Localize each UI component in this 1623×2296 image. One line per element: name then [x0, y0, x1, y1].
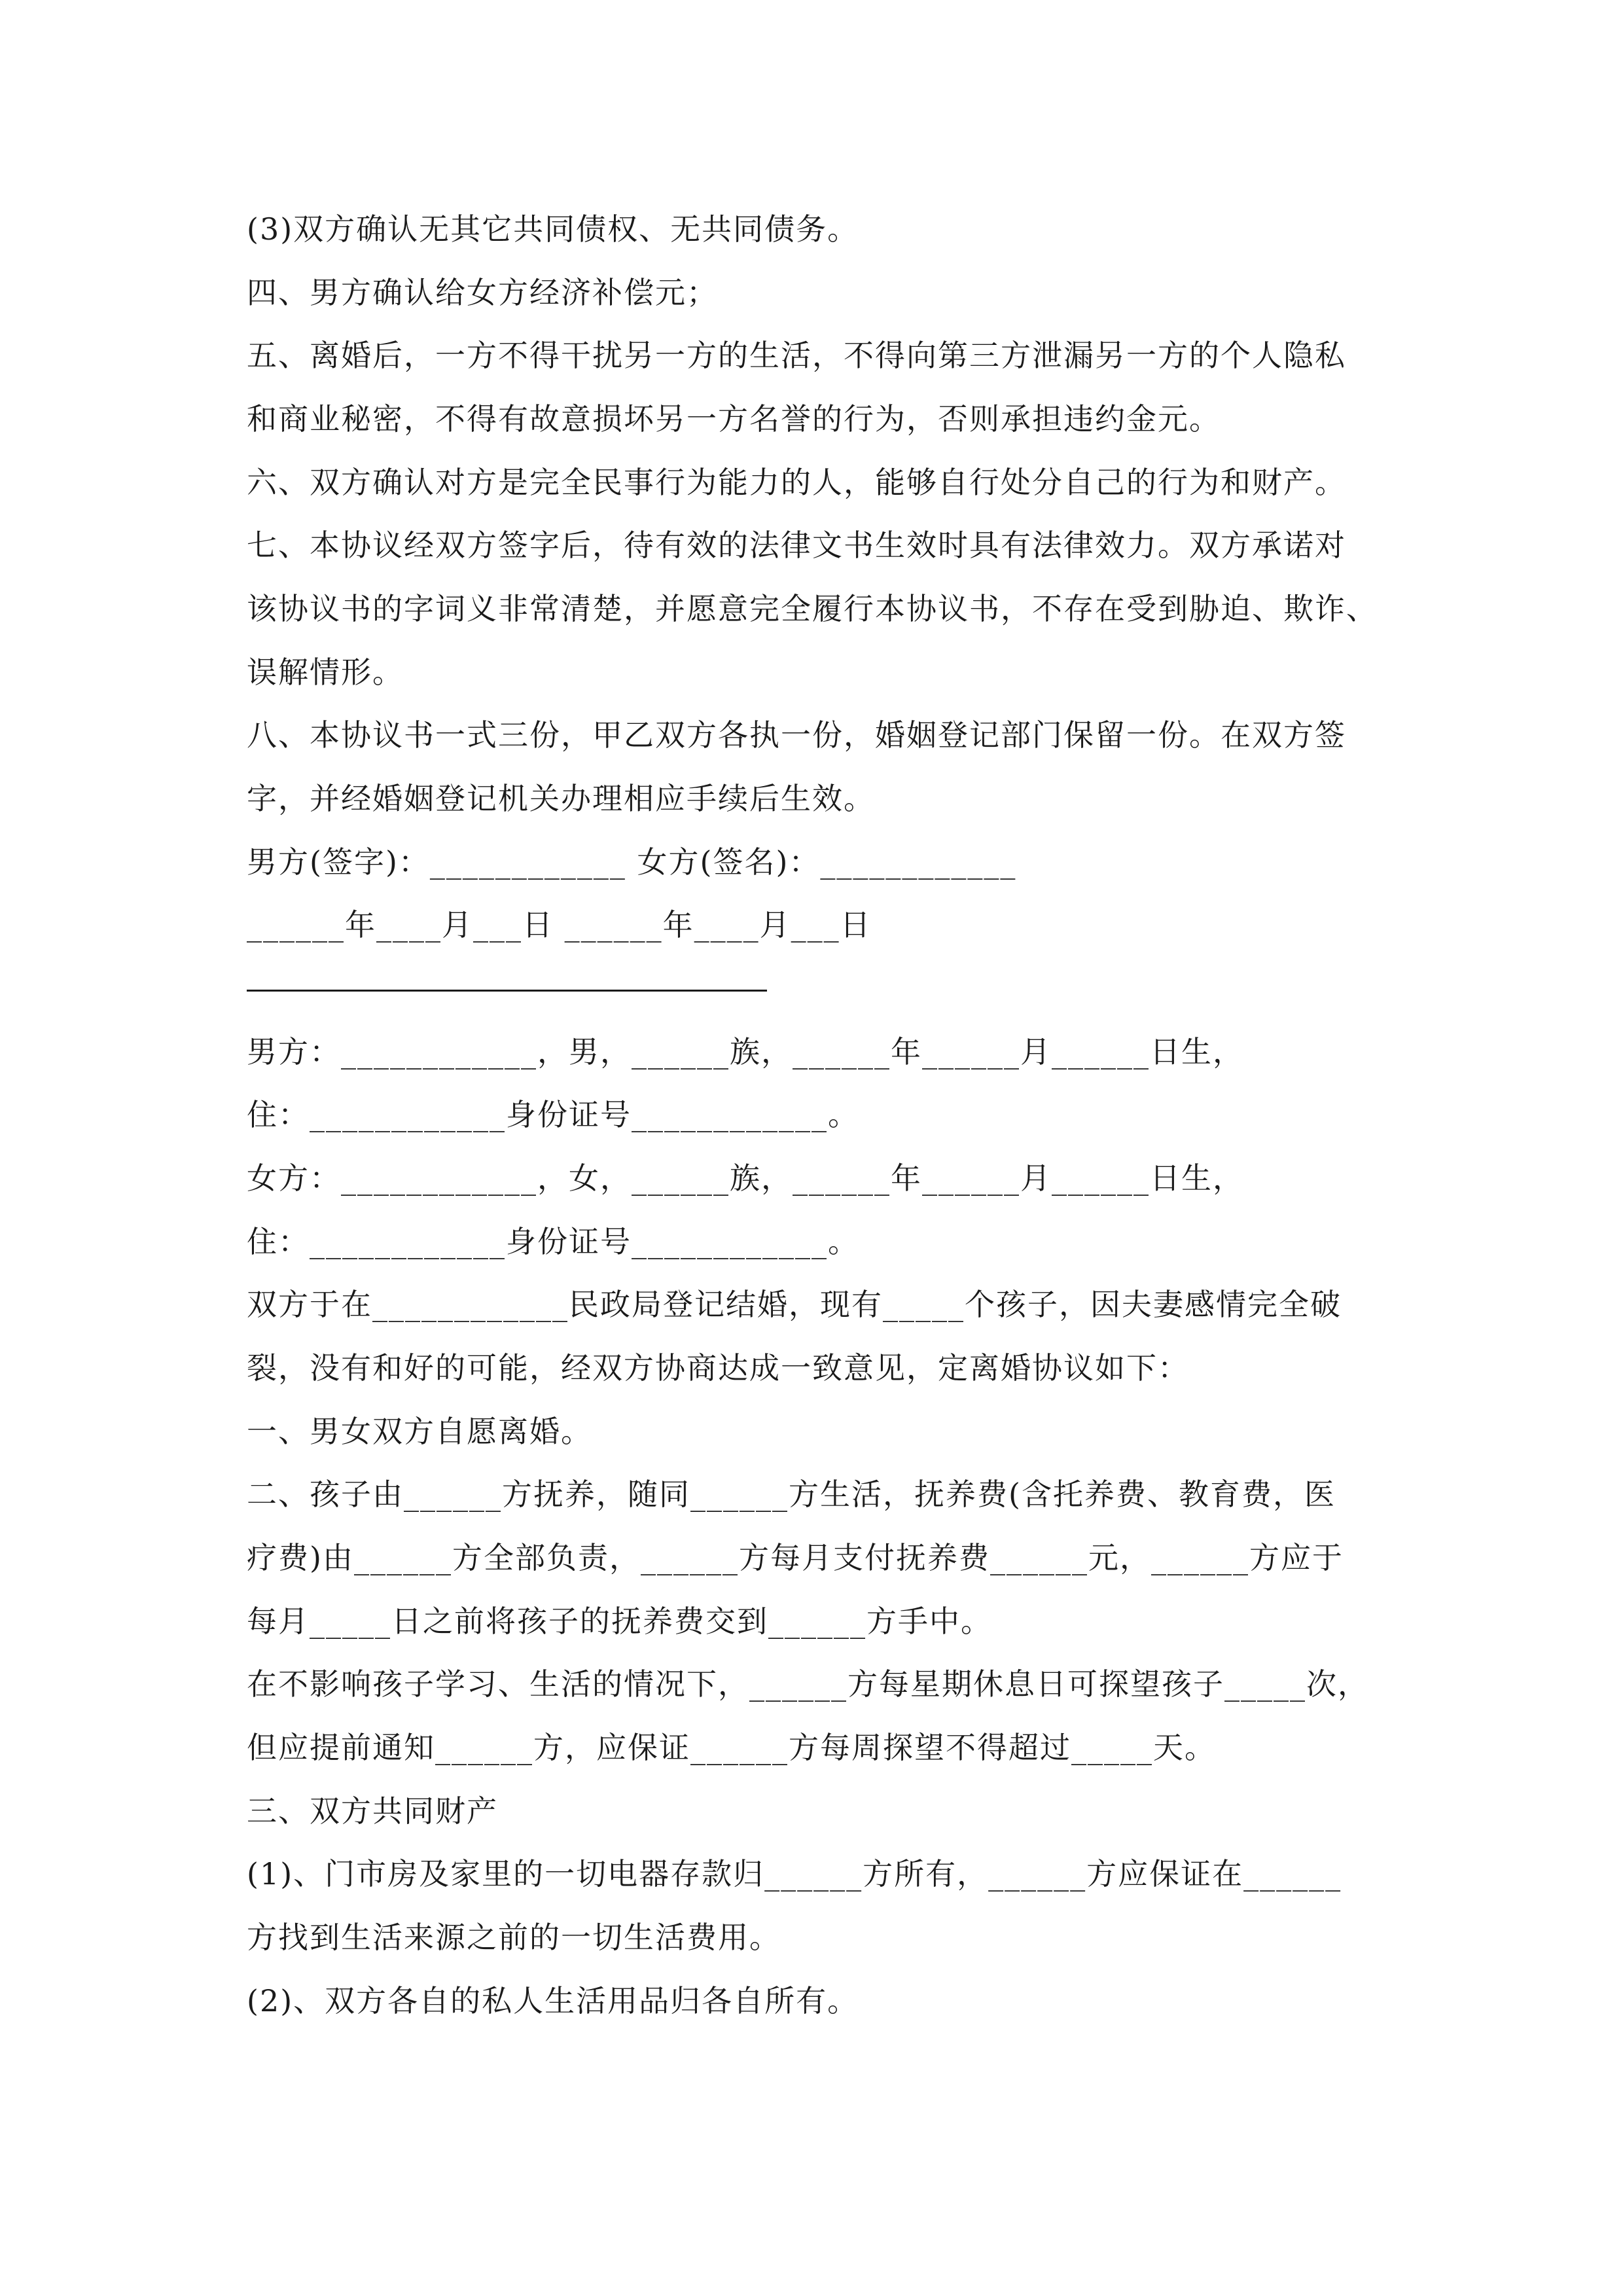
clause-5-line-1: 五、离婚后，一方不得干扰另一方的生活，不得向第三方泄漏另一方的个人隐私: [247, 338, 1346, 373]
clause-3-heading: 三、双方共同财产: [247, 1793, 498, 1829]
clause-2-line-3: 每月_____日之前将孩子的抚养费交到______方手中。: [247, 1604, 992, 1639]
signature-line: 男方(签字)：____________ 女方(签名)：____________: [247, 844, 1017, 880]
clause-3-1-line-2: 方找到生活来源之前的一切生活费用。: [247, 1920, 781, 1955]
male-party-address: 住：____________身份证号____________。: [247, 1097, 859, 1132]
clause-8-line-1: 八、本协议书一式三份，甲乙双方各执一份，婚姻登记部门保留一份。在双方签: [247, 717, 1346, 753]
female-party-info: 女方：____________，女，______族，______年______月______日生，: [247, 1160, 1244, 1196]
clause-2-line-1: 二、孩子由______方抚养，随同______方生活，抚养费(含托养费、教育费，医: [247, 1477, 1336, 1512]
clause-2-line-2: 疗费)由______方全部负责，______方每月支付抚养费______元，______方应于: [247, 1540, 1344, 1575]
male-party-info: 男方：____________，男，______族，______年______月______日生，: [247, 1034, 1244, 1069]
clause-8-line-2: 字，并经婚姻登记机关办理相应手续后生效。: [247, 781, 875, 816]
visitation-line-1: 在不影响孩子学习、生活的情况下，______方每星期休息日可探望孩子_____次，: [247, 1666, 1369, 1702]
clause-4: 四、男方确认给女方经济补偿元；: [247, 275, 718, 310]
visitation-line-2: 但应提前通知______方，应保证______方每周探望不得超过_____天。: [247, 1730, 1216, 1765]
date-line: ______年____月___日 ______年____月___日: [247, 907, 872, 942]
marriage-statement-line-1: 双方于在____________民政局登记结婚，现有_____个孩子，因夫妻感情完全破: [247, 1287, 1342, 1322]
clause-7-line-3: 误解情形。: [247, 655, 404, 690]
clause-6: 六、双方确认对方是完全民事行为能力的人，能够自行处分自己的行为和财产。: [247, 465, 1346, 500]
clause-7-line-2: 该协议书的字词义非常清楚，并愿意完全履行本协议书，不存在受到胁迫、欺诈、: [247, 591, 1378, 626]
clause-3-1-line-1: (1)、门市房及家里的一切电器存款归______方所有，______方应保证在______: [247, 1856, 1342, 1892]
clause-7-line-1: 七、本协议经双方签字后，待有效的法律文书生效时具有法律效力。双方承诺对: [247, 528, 1346, 563]
clause-1: 一、男女双方自愿离婚。: [247, 1414, 592, 1449]
divider-rule: [247, 990, 767, 992]
female-party-address: 住：____________身份证号____________。: [247, 1224, 859, 1259]
clause-3-2: (2)、双方各自的私人生活用品归各自所有。: [247, 1983, 859, 2018]
marriage-statement-line-2: 裂，没有和好的可能，经双方协商达成一致意见，定离婚协议如下：: [247, 1350, 1189, 1386]
clause-3-3: (3)双方确认无其它共同债权、无共同债务。: [247, 211, 859, 247]
clause-5-line-2: 和商业秘密，不得有故意损坏另一方名誉的行为，否则承担违约金元。: [247, 401, 1221, 437]
